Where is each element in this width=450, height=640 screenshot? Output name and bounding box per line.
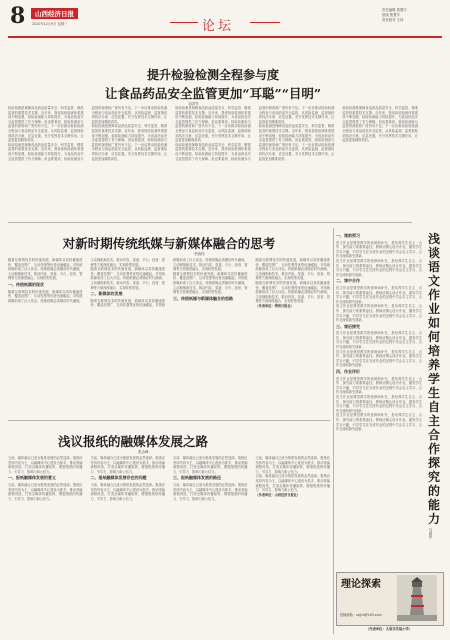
headline-char: 自 [427,400,440,414]
body-paragraph: 当前，媒体融合已成为报纸发展的必然选择。报纸应坚持内容为王，以融媒体中心建设为抓手，推动采编流程再造，打造全媒体传播矩阵，增强报纸的传播力、引导力、影响力和公信力。 [90,482,165,501]
subheading: 四、作业评价 [336,369,360,375]
headline-char: 作 [427,442,440,456]
body-paragraph: 当前，媒体融合已成为报纸发展的必然选择。报纸应坚持内容为王，以融媒体中心建设为抓手，推动采编流程再造，打造全媒体传播矩阵，增强报纸的传播力、引导力、影响力和公信力。 [255,456,330,474]
author-note: （作者单位：太原市实验小学） [366,627,413,631]
body-paragraph: 检验检测是保障食品药品质量安全、科学监管、精准监管的重要技术支撑。近年来，我省检验检测体系建设不断加强，检验检测能力持续提升，为食品药品安全监管提供了有力保障。但也要看到，检验检测参与监管的深度和广度仍有不足。下一步应推动检验检测全程参与食品药品安全监管，从风险监测、监督抽检到执法办案、应急处置，充分发挥技术支撑作用，让监管更加精准高效。 [8,106,84,143]
subheading: 二、报纸融媒体发展存在的问题 [90,475,147,481]
byline: 马丽萍 [428,528,432,539]
byline: 张志峰 [138,450,149,454]
headline-char: 浅 [427,232,440,246]
lighthouse-icon [397,575,437,621]
promo-label: 理论探索 [341,579,381,590]
author-note: （作者单位：朔州日报社） [255,303,294,308]
subheading: 三、报纸融媒体发展的路径 [173,475,221,481]
author-note: （作者单位：山西经济日报社） [255,492,301,497]
article-body [336,232,422,562]
body-paragraph: 语文作业是课堂教学的延伸和补充，是培养学生自主、合作、探究能力的重要途径。教师应精心设计作业，激发学生学习兴趣，引导学生在完成作业的过程中学会自主学习、合作交流和探究创新。 [336,413,422,432]
headline-char: 文 [427,274,440,288]
headline-char: 探 [427,456,440,470]
subheading: 二、课中合作 [336,278,360,284]
column-divider [333,228,334,634]
body-paragraph: 当前，媒体融合已成为报纸发展的必然选择。报纸应坚持内容为王，以融媒体中心建设为抓手，推动采编流程再造，打造全媒体传播矩阵，增强报纸的传播力、引导力、影响力和公信力。 [8,456,83,474]
body-paragraph: 语文作业是课堂教学的延伸和补充，是培养学生自主、合作、探究能力的重要途径。教师应精心设计作业，激发学生学习兴趣，引导学生在完成作业的过程中学会自主学习、合作交流和探究创新。 [336,331,422,350]
headline-char: 能 [427,498,440,512]
promo-box [336,572,444,626]
headline-char: 如 [427,316,440,330]
lighthouse-image [397,575,437,621]
article-body [8,258,330,416]
paper-name-badge: 山西经济日报 [31,8,78,19]
headline-char: 谈 [427,246,440,260]
body-paragraph: 语文作业是课堂教学的延伸和补充，是培养学生自主、合作、探究能力的重要途径。教师应精心设计作业，激发学生学习兴趣，引导学生在完成作业的过程中学会自主学习、合作交流和探究创新。 [336,349,422,368]
body-paragraph: 检验检测是保障食品药品质量安全、科学监管、精准监管的重要技术支撑。近年来，我省检验检测体系建设不断加强，检验检测能力持续提升，为食品药品安全监管提供了有力保障。但也要看到，检验检测参与监管的深度和广度仍有不足。下一步应推动检验检测全程参与食品药品安全监管，从风险监测、监督抽检到执法办案、应急处置，充分发挥技术支撑作用，让监管更加精准高效。 [342,106,418,143]
masthead-rule [8,36,442,38]
body-paragraph: 随着互联网技术的快速发展，新媒体以其传播速度快、覆盖范围广、互动性强等优势迅速崛起，对传统纸媒形成了巨大冲击。传统纸媒必须顺应时代潮流，主动拥抱新技术，推动内容、渠道、平台、经营、管理等方面深度融合，实现转型发展。 [8,258,83,281]
headline-line-1: 提升检验检测全程参与度 [146,68,279,82]
article-food-drug-safety [8,44,418,220]
body-paragraph: 当前，媒体融合已成为报纸发展的必然选择。报纸应坚持内容为王，以融媒体中心建设为抓手，推动采编流程再造，打造全媒体传播矩阵，增强报纸的传播力、引导力、影响力和公信力。 [173,482,248,501]
article-media-fusion [8,228,330,418]
body-paragraph: 随着互联网技术的快速发展，新媒体以其传播速度快、覆盖范围广、互动性强等优势迅速崛起，对传统纸媒形成了巨大冲击。传统纸媒必须顺应时代潮流，主动拥抱新技术，推动内容、渠道、平台、经营、管理等方面深度融合，实现转型发展。 [90,267,165,290]
headline-char: 合 [427,428,440,442]
body-paragraph: 语文作业是课堂教学的延伸和补充，是培养学生自主、合作、探究能力的重要途径。教师应精心设计作业，激发学生学习兴趣，引导学生在完成作业的过程中学会自主学习、合作交流和探究创新。 [336,376,422,395]
headline-char: 养 [427,358,440,372]
body-paragraph: 随着互联网技术的快速发展，新媒体以其传播速度快、覆盖范围广、互动性强等优势迅速崛起，对传统纸媒形成了巨大冲击。传统纸媒必须顺应时代潮流，主动拥抱新技术，推动内容、渠道、平台、经营、管理等方面深度融合，实现转型发展。 [90,258,248,308]
editor-line: 责任编辑 焦慧宇 [382,8,407,12]
headline-char: 语 [427,260,440,274]
body-paragraph: 检验检测是保障食品药品质量安全、科学监管、精准监管的重要技术支撑。近年来，我省检验检测体系建设不断加强，检验检测能力持续提升，为食品药品安全监管提供了有力保障。但也要看到，检验检测参与监管的深度和广度仍有不足。下一步应推动检验检测全程参与食品药品安全监管，从风险监测、监督抽检到执法办案、应急处置，充分发挥技术支撑作用，让监管更加精准高效。 [175,106,251,143]
body-paragraph: 随着互联网技术的快速发展，新媒体以其传播速度快、覆盖范围广、互动性强等优势迅速崛起，对传统纸媒形成了巨大冲击。传统纸媒必须顺应时代潮流，主动拥抱新技术，推动内容、渠道、平台、经营、管理等方面深度融合，实现转型发展。 [173,271,248,295]
divider [8,222,412,223]
subheading: 一、报纸融媒体发展的意义 [8,475,56,481]
body-paragraph: 当前，媒体融合已成为报纸发展的必然选择。报纸应坚持内容为王，以融媒体中心建设为抓手，推动采编流程再造，打造全媒体传播矩阵，增强报纸的传播力、引导力、影响力和公信力。 [8,482,83,501]
promo-contact: 投稿邮箱：sxjjrb@163.com [340,613,382,617]
editor-info [382,8,407,24]
body-paragraph: 当前，媒体融合已成为报纸发展的必然选择。报纸应坚持内容为王，以融媒体中心建设为抓手，推动采编流程再造，打造全媒体传播矩阵，增强报纸的传播力、引导力、影响力和公信力。 [255,474,330,493]
body-paragraph: 检验检测是保障食品药品质量安全、科学监管、精准监管的重要技术支撑。近年来，我省检验检测体系建设不断加强，检验检测能力持续提升，为食品药品安全监管提供了有力保障。但也要看到，检验检测参与监管的深度和广度仍有不足。下一步应推动检验检测全程参与食品药品安全监管，从风险监测、监督抽检到执法办案、应急处置，充分发挥技术支撑作用，让监管更加精准高效。 [258,124,335,161]
headline-char: 作 [427,288,440,302]
headline-char: 主 [427,414,440,428]
subheading: 二、新媒体的发展 [90,291,123,297]
headline: 对新时期传统纸媒与新媒体融合的思考 [62,236,276,251]
body-paragraph: 随着互联网技术的快速发展，新媒体以其传播速度快、覆盖范围广、互动性强等优势迅速崛起，对传统纸媒形成了巨大冲击。传统纸媒必须顺应时代潮流，主动拥抱新技术，推动内容、渠道、平台、经营、管理等方面深度融合，实现转型发展。 [255,280,330,304]
article-body [8,106,418,216]
headline-char: 究 [427,470,440,484]
date-line: 2020年12月9日 星期三 [32,22,68,26]
subheading: 一、课前预习 [336,233,360,238]
divider [8,420,330,421]
article-chinese-homework [336,228,442,634]
body-paragraph: 检验检测是保障食品药品质量安全、科学监管、精准监管的重要技术支撑。近年来，我省检验检测体系建设不断加强，检验检测能力持续提升，为食品药品安全监管提供了有力保障。但也要看到，检验检测参与监管的深度和广度仍有不足。下一步应推动检验检测全程参与食品药品安全监管，从风险监测、监督抽检到执法办案、应急处置，充分发挥技术支撑作用，让监管更加精准高效。 [91,124,168,161]
section-rule-left [170,22,198,23]
page-number: 8 [10,3,26,29]
headline-char: 学 [427,372,440,386]
article-newspaper-convergence [8,424,330,634]
body-paragraph: 随着互联网技术的快速发展，新媒体以其传播速度快、覆盖范围广、互动性强等优势迅速崛起，对传统纸媒形成了巨大冲击。传统纸媒必须顺应时代潮流，主动拥抱新技术，推动内容、渠道、平台、经营、管理等方面深度融合，实现转型发展。 [8,258,165,303]
body-paragraph: 语文作业是课堂教学的延伸和补充，是培养学生自主、合作、探究能力的重要途径。教师应精心设计作业，激发学生学习兴趣，引导学生在完成作业的过程中学会自主学习、合作交流和探究创新。 [336,258,422,277]
section-title [170,15,280,34]
body-paragraph: 语文作业是课堂教学的延伸和补充，是培养学生自主、合作、探究能力的重要途径。教师应精心设计作业，激发学生学习兴趣，引导学生在完成作业的过程中学会自主学习、合作交流和探究创新。 [336,240,422,259]
body-paragraph: 当前，媒体融合已成为报纸发展的必然选择。报纸应坚持内容为王，以融媒体中心建设为抓手，推动采编流程再造，打造全媒体传播矩阵，增强报纸的传播力、引导力、影响力和公信力。 [173,456,248,474]
section-rule-right [250,22,280,23]
masthead [0,0,450,44]
editor-line: 责任校对 王伟 [382,18,404,23]
headline-char: 培 [427,344,440,358]
section-label: 论坛 [202,19,235,34]
subheading: 三、传统纸媒与新媒体融合的思路 [173,295,233,301]
headline-char: 力 [427,512,440,526]
byline: 史晓伟 [194,252,205,256]
headline: 浅议报纸的融媒体发展之路 [57,434,208,449]
body-paragraph: 随着互联网技术的快速发展，新媒体以其传播速度快、覆盖范围广、互动性强等优势迅速崛起，对传统纸媒形成了巨大冲击。传统纸媒必须顺应时代潮流，主动拥抱新技术，推动内容、渠道、平台、经营、管理等方面深度融合，实现转型发展。 [255,258,330,281]
body-paragraph: 当前，媒体融合已成为报纸发展的必然选择。报纸应坚持内容为王，以融媒体中心建设为抓手，推动采编流程再造，打造全媒体传播矩阵，增强报纸的传播力、引导力、影响力和公信力。 [90,456,165,474]
byline: 刘洪岑 [188,102,199,106]
headline-line-2: 让食品药品安全监管更加“耳聪”“目明” [104,86,322,101]
headline-char: 业 [427,302,440,316]
headline-char: 的 [427,484,440,498]
subheading: 三、课后探究 [336,323,360,329]
body-paragraph: 检验检测是保障食品药品质量安全、科学监管、精准监管的重要技术支撑。近年来，我省检验检测体系建设不断加强，检验检测能力持续提升，为食品药品安全监管提供了有力保障。但也要看到，检验检测参与监管的深度和广度仍有不足。下一步应推动检验检测全程参与食品药品安全监管，从风险监测、监督抽检到执法办案、应急处置，充分发挥技术支撑作用，让监管更加精准高效。 [8,106,168,161]
headline-char: 何 [427,330,440,344]
vertical-headline [426,232,442,526]
body-paragraph: 语文作业是课堂教学的延伸和补充，是培养学生自主、合作、探究能力的重要途径。教师应精心设计作业，激发学生学习兴趣，引导学生在完成作业的过程中学会自主学习、合作交流和探究创新。 [336,395,422,413]
article-body [8,456,330,632]
editor-line: 组版 焦慧宇 [382,13,401,18]
body-paragraph: 检验检测是保障食品药品质量安全、科学监管、精准监管的重要技术支撑。近年来，我省检验检测体系建设不断加强，检验检测能力持续提升，为食品药品安全监管提供了有力保障。但也要看到，检验检测参与监管的深度和广度仍有不足。下一步应推动检验检测全程参与食品药品安全监管，从风险监测、监督抽检到执法办案、应急处置，充分发挥技术支撑作用，让监管更加精准高效。 [175,106,335,161]
subheading: 一、传统纸媒的现状 [8,281,44,287]
body-paragraph: 语文作业是课堂教学的延伸和补充，是培养学生自主、合作、探究能力的重要途径。教师应精心设计作业，激发学生学习兴趣，引导学生在完成作业的过程中学会自主学习、合作交流和探究创新。 [336,285,422,304]
headline-char: 生 [427,386,440,400]
body-paragraph: 语文作业是课堂教学的延伸和补充，是培养学生自主、合作、探究能力的重要途径。教师应精心设计作业，激发学生学习兴趣，引导学生在完成作业的过程中学会自主学习、合作交流和探究创新。 [336,304,422,323]
